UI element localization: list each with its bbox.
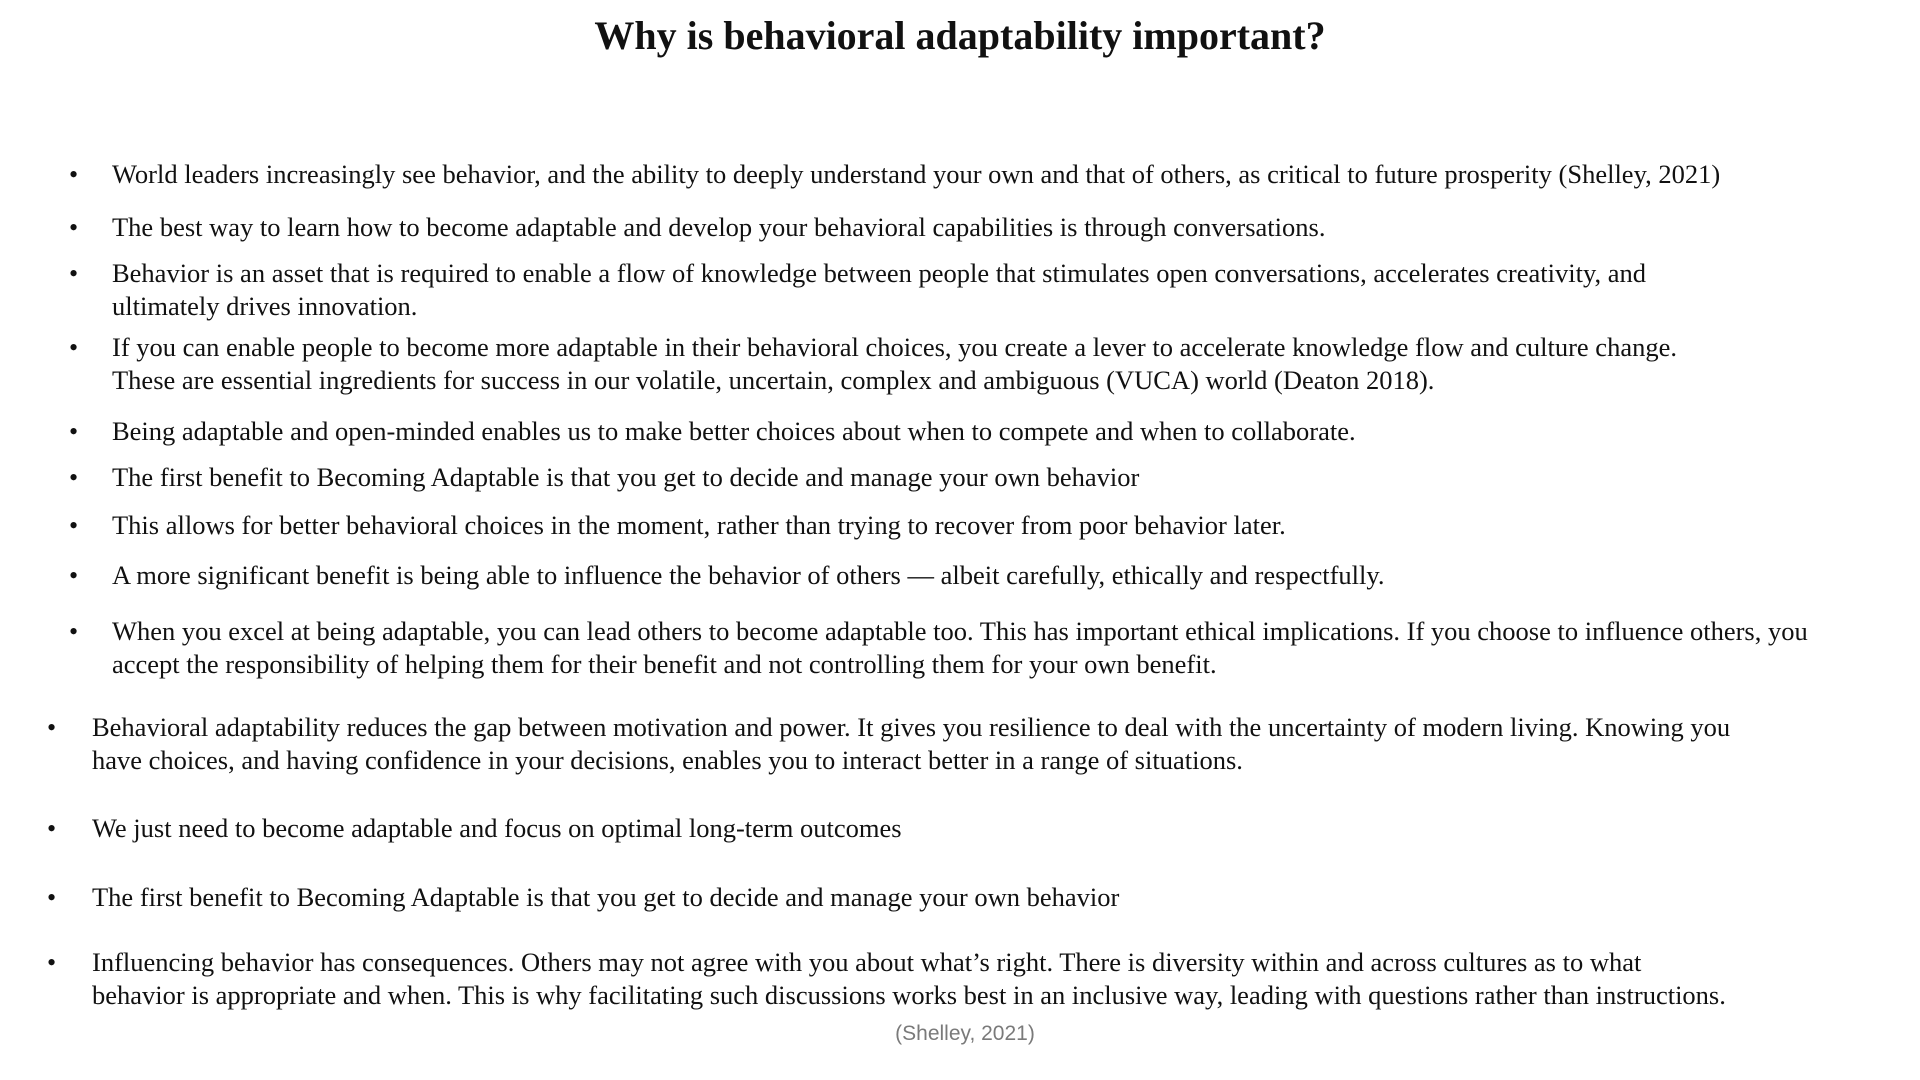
bullet-item: [47, 812, 902, 845]
bullet-text: This allows for better behavioral choices in the moment, rather than trying to recover from poor behavior later.: [112, 510, 1286, 540]
bullet-text: If you can enable people to become more adaptable in their behavioral choices, you create a lever to accelerate knowledge flow and culture change.: [112, 332, 1677, 362]
citation-footer: (Shelley, 2021): [895, 1022, 1035, 1045]
bullet-marker: •: [69, 561, 79, 590]
bullet-text: Behavioral adaptability reduces the gap between motivation and power. It gives you resilience to deal with the uncertainty of modern living. Knowing you: [92, 712, 1731, 742]
bullet-text: have choices, and having confidence in your decisions, enables you to interact better in a range of situations.: [92, 745, 1243, 775]
bullet-marker: •: [69, 511, 79, 540]
bullet-text: The first benefit to Becoming Adaptable is that you get to decide and manage your own behavior: [92, 882, 1120, 912]
bullet-item: [47, 711, 1731, 777]
bullet-marker: •: [69, 463, 79, 492]
bullet-text: We just need to become adaptable and focus on optimal long-term outcomes: [92, 813, 902, 843]
bullet-text: The first benefit to Becoming Adaptable is that you get to decide and manage your own behavior: [112, 462, 1140, 492]
bullet-item: [69, 158, 1721, 191]
bullet-item: [69, 415, 1356, 448]
bullet-marker: •: [69, 417, 79, 446]
bullet-marker: •: [69, 213, 79, 242]
bullet-text: Influencing behavior has consequences. Others may not agree with you about what’s right. There is diversity within and across cultures as to what: [92, 947, 1642, 977]
slide-title: Why is behavioral adaptability important?: [594, 13, 1326, 58]
bullet-marker: •: [47, 948, 57, 977]
bullet-text: When you excel at being adaptable, you can lead others to become adaptable too. This has important ethical implications. If you choose to influence others, you: [112, 616, 1808, 646]
bullet-item: [69, 615, 1808, 681]
bullet-marker: •: [47, 814, 57, 843]
bullet-item: [47, 946, 1726, 1012]
bullet-item: [69, 331, 1677, 397]
bullet-item: [69, 257, 1646, 323]
bullet-marker: •: [69, 617, 79, 646]
bullet-text: These are essential ingredients for success in our volatile, uncertain, complex and ambiguous (VUCA) world (Deaton 2018).: [112, 365, 1435, 395]
bullet-marker: •: [69, 333, 79, 362]
bullet-text: ultimately drives innovation.: [112, 291, 418, 321]
bullet-text: accept the responsibility of helping them for their benefit and not controlling them for your own benefit.: [112, 649, 1217, 679]
bullet-marker: •: [47, 713, 57, 742]
bullet-marker: •: [47, 883, 57, 912]
bullet-text: Being adaptable and open-minded enables us to make better choices about when to compete and when to collaborate.: [112, 416, 1356, 446]
bullet-marker: •: [69, 160, 79, 189]
bullet-text: behavior is appropriate and when. This is why facilitating such discussions works best in an inclusive way, leading with questions rather than instructions.: [92, 980, 1726, 1010]
bullet-item: [69, 559, 1385, 592]
bullet-text: World leaders increasingly see behavior, and the ability to deeply understand your own and that of others, as critical to future prosperity (Shelley, 2021): [112, 159, 1721, 189]
bullet-item: [69, 509, 1286, 542]
bullet-text: A more significant benefit is being able to influence the behavior of others — albeit carefully, ethically and respectfully.: [112, 560, 1385, 590]
bullet-item: [47, 881, 1120, 914]
bullet-text: Behavior is an asset that is required to enable a flow of knowledge between people that stimulates open conversations, accelerates creativity, and: [112, 258, 1646, 288]
bullet-marker: •: [69, 259, 79, 288]
bullet-text: The best way to learn how to become adaptable and develop your behavioral capabilities is through conversations.: [112, 212, 1326, 242]
bullet-item: [69, 211, 1326, 244]
bullet-item: [69, 461, 1140, 494]
